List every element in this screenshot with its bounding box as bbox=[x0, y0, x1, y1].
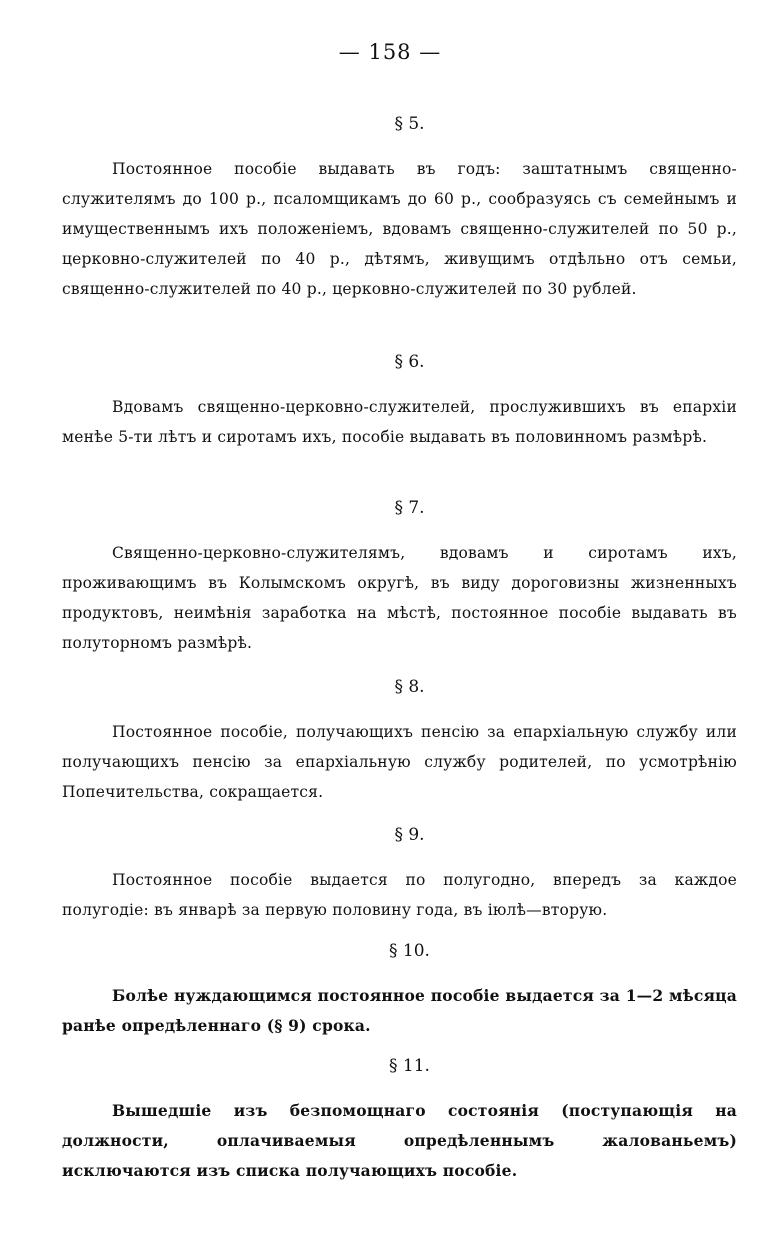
section-text: Постоянное пособіе выдается по полугодно, впередъ за каждое полугодіе: въ январѣ за первую половину года, въ іюлѣ—вторую. bbox=[62, 871, 737, 919]
section-8 bbox=[62, 677, 737, 807]
section-title: § 11. bbox=[389, 1056, 430, 1076]
section-11 bbox=[62, 1056, 737, 1186]
section-text: Вдовамъ священно-церковно-служителей, прослужившихъ въ епархіи менѣе 5-ти лѣтъ и сиротамъ ихъ, пособіе выдавать въ половинномъ размѣрѣ. bbox=[62, 398, 737, 446]
section-5 bbox=[62, 114, 737, 304]
section-text: Вышедшіе изъ безпомощнаго состоянія (поступающія на должности, оплачиваемыя опредѣленнымъ жалованьемъ) исключаются изъ списка получающихъ пособіе. bbox=[62, 1101, 737, 1180]
section-title: § 9. bbox=[394, 825, 425, 845]
section-text: Болѣе нуждающимся постоянное пособіе выдается за 1—2 мѣсяца ранѣе опредѣленнаго (§ 9) срока. bbox=[62, 986, 737, 1035]
section-title: § 5. bbox=[394, 114, 425, 134]
page-number: — 158 — bbox=[338, 40, 442, 64]
section-title: § 10. bbox=[389, 941, 430, 961]
section-title: § 7. bbox=[394, 498, 425, 518]
section-title: § 6. bbox=[394, 352, 425, 372]
section-9 bbox=[62, 825, 737, 925]
section-text: Постоянное пособіе выдавать въ годъ: заштатнымъ священно-служителямъ до 100 р., псаломщикамъ до 60 р., сообразуясь съ семейнымъ и имущественнымъ ихъ положеніемъ, вдовамъ священно-служителей по 50 р., церковно-служителей по 40 р., дѣтямъ, живущимъ отдѣльно отъ семьи, священно-служителей по 40 р., церковно-служителей по 30 рублей. bbox=[62, 160, 737, 298]
section-title: § 8. bbox=[394, 677, 425, 697]
section-10 bbox=[62, 941, 737, 1041]
section-6 bbox=[62, 352, 737, 452]
section-text: Постоянное пособіе, получающихъ пенсію за епархіальную службу или получающихъ пенсію за епархіальную службу родителей, по усмотрѣнію Попечительства, сокращается. bbox=[62, 723, 737, 801]
section-7 bbox=[62, 498, 737, 658]
section-text: Священно-церковно-служителямъ, вдовамъ и сиротамъ ихъ, проживающимъ въ Колымскомъ округѣ, въ виду дороговизны жизненныхъ продуктовъ, неимѣнія заработка на мѣстѣ, постоянное пособіе выдавать въ полуторномъ размѣрѣ. bbox=[62, 544, 737, 652]
